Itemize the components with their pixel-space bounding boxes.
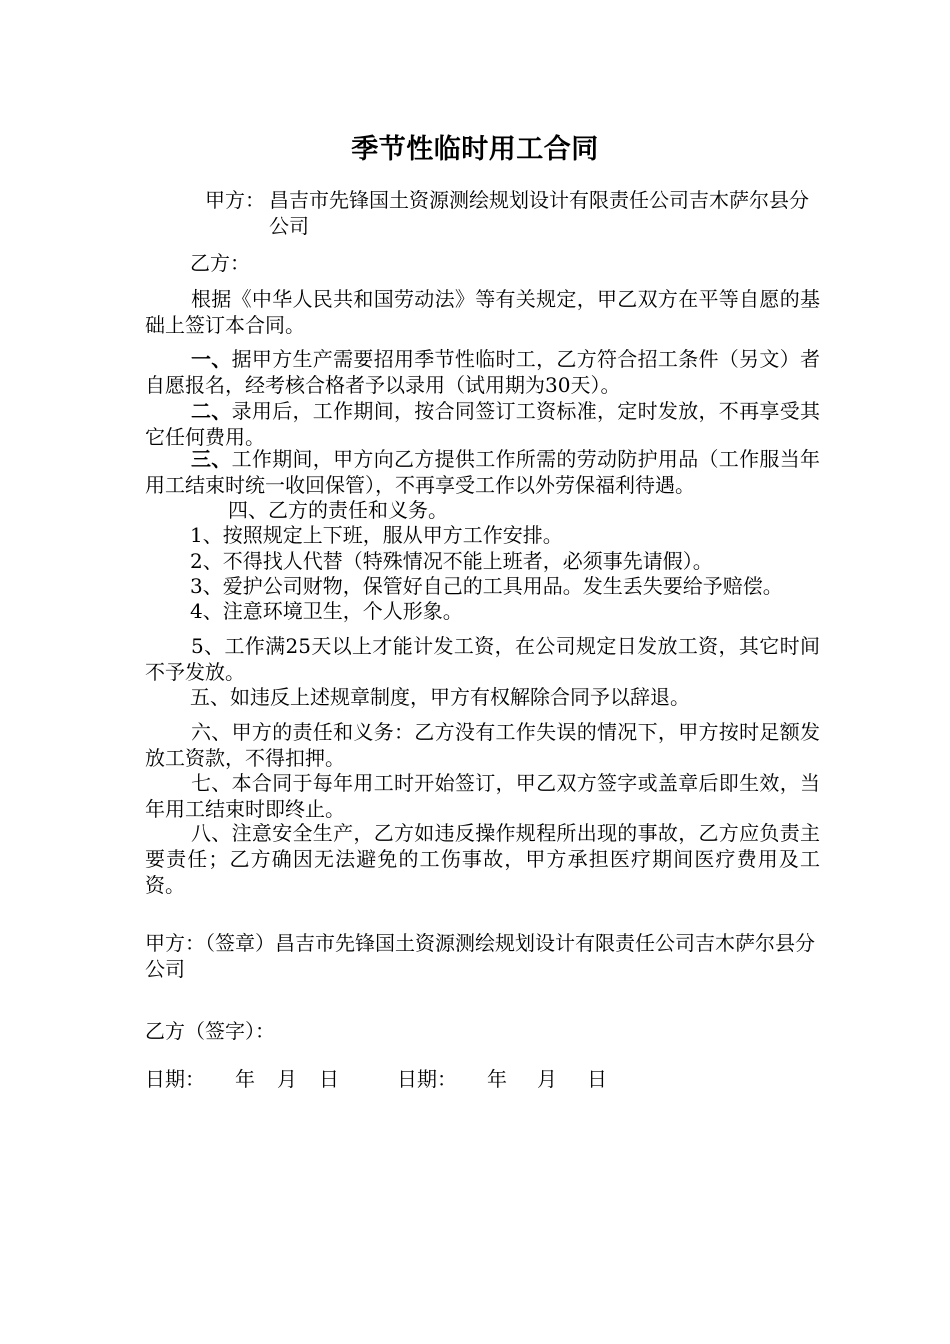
clause-4-item-3: 3、爱护公司财物，保管好自己的工具用品。发生丢失要给予赔偿。 bbox=[190, 574, 783, 598]
date-a-month: 月 bbox=[277, 1067, 297, 1091]
party-b-header: 乙方： bbox=[190, 251, 250, 275]
clause-1-text: 据甲方生产需要招用季节性临时工，乙方符合招工条件（另文）者自愿报名，经考核合格者予以录用（试用期为30天）。 bbox=[145, 347, 821, 397]
date-a-label: 日期： bbox=[145, 1067, 205, 1091]
date-a-year: 年 bbox=[235, 1067, 255, 1091]
clause-3 bbox=[145, 446, 820, 498]
clause-2-number: 二、 bbox=[191, 399, 232, 423]
party-a-label: 甲方： bbox=[205, 188, 265, 212]
clause-4-title: 四、乙方的责任和义务。 bbox=[228, 498, 448, 522]
clause-6: 六、甲方的责任和义务：乙方没有工作失误的情况下，甲方按时足额发放工资款，不得扣押。 bbox=[145, 720, 820, 770]
clause-1-number: 一、 bbox=[191, 347, 232, 371]
clause-4-item-1: 1、按照规定上下班，服从甲方工作安排。 bbox=[190, 523, 563, 547]
intro-paragraph: 根据《中华人民共和国劳动法》等有关规定，甲乙双方在平等自愿的基础上签订本合同。 bbox=[145, 287, 820, 337]
clause-2-text: 录用后，工作期间，按合同签订工资标准，定时发放，不再享受其它任何费用。 bbox=[145, 399, 821, 449]
party-a-signature: 甲方：（签章）昌吉市先锋国土资源测绘规划设计有限责任公司吉木萨尔县分公司 bbox=[145, 931, 815, 981]
clause-1 bbox=[145, 346, 820, 398]
clause-2 bbox=[145, 398, 820, 450]
document-title: 季节性临时用工合同 bbox=[351, 134, 599, 165]
party-b-signature: 乙方（签字）： bbox=[145, 1019, 275, 1043]
date-row bbox=[145, 1066, 607, 1092]
party-a-name: 昌吉市先锋国土资源测绘规划设计有限责任公司吉木萨尔县分公司 bbox=[269, 188, 809, 238]
clause-3-text: 工作期间，甲方向乙方提供工作所需的劳动防护用品（工作服当年用工结束时统一收回保管），不再享受工作以外劳保福利待遇。 bbox=[145, 447, 821, 497]
date-a-day: 日 bbox=[319, 1067, 339, 1091]
clause-4-item-5: 5、工作满25天以上才能计发工资，在公司规定日发放工资，其它时间不予发放。 bbox=[145, 634, 820, 684]
clause-4-item-2: 2、不得找人代替（特殊情况不能上班者，必须事先请假）。 bbox=[190, 549, 713, 573]
party-a-header bbox=[205, 187, 815, 239]
clause-7: 七、本合同于每年用工时开始签订，甲乙双方签字或盖章后即生效，当年用工结束时即终止。 bbox=[145, 771, 820, 821]
clause-8: 八、注意安全生产，乙方如违反操作规程所出现的事故，乙方应负责主要责任；乙方确因无法避免的工伤事故，甲方承担医疗期间医疗费用及工资。 bbox=[145, 821, 820, 897]
date-b-label: 日期： bbox=[397, 1067, 457, 1091]
clause-5: 五、如违反上述规章制度，甲方有权解除合同予以辞退。 bbox=[190, 685, 690, 709]
clause-4-item-4: 4、注意环境卫生，个人形象。 bbox=[190, 599, 463, 623]
date-b-day: 日 bbox=[587, 1067, 607, 1091]
date-b-month: 月 bbox=[537, 1067, 557, 1091]
date-b-year: 年 bbox=[487, 1067, 507, 1091]
clause-3-number: 三、 bbox=[191, 447, 232, 471]
